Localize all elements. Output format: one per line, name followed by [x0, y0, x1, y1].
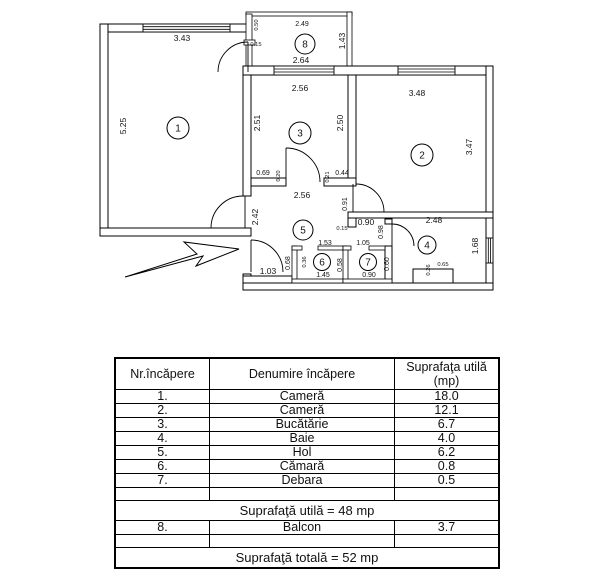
table-row	[115, 460, 499, 474]
room-2-marker	[411, 144, 433, 166]
dim-balcony-bottom: 2.64	[292, 55, 310, 65]
cell-nr: 5.	[115, 446, 210, 460]
room-5-number: 5	[300, 225, 306, 237]
empty-cell	[395, 488, 500, 501]
cell-suprafata: 12.1	[395, 404, 500, 418]
door-room2	[356, 184, 384, 212]
dim-kitchen-door-left: 0.69	[256, 170, 270, 177]
dim-pantry-left: 0.68	[285, 256, 292, 270]
cell-denumire: Cămară	[210, 460, 395, 474]
cell-denumire: Cameră	[210, 390, 395, 404]
dim-debara-right: 0.60	[384, 257, 391, 271]
dim-room1-height: 5.25	[118, 117, 128, 135]
cell-nr: 2.	[115, 404, 210, 418]
room-6-number: 6	[319, 257, 325, 269]
window-room1	[143, 24, 230, 32]
cell-denumire: Balcon	[210, 521, 395, 535]
room-1-marker	[167, 117, 189, 139]
dim-debara-bottom: 0.90	[362, 272, 376, 279]
table-row	[115, 474, 499, 488]
table-row	[115, 390, 499, 404]
dim-debara-top: 1.05	[356, 240, 370, 247]
empty-cell	[210, 535, 395, 548]
empty-cell	[115, 535, 210, 548]
area-table	[114, 357, 500, 569]
dim-balcony-height: 1.43	[337, 32, 347, 50]
empty-cell	[210, 488, 395, 501]
dim-balcony-step-v: 0.50	[254, 19, 260, 31]
dim-kitchen-right: 2.50	[335, 114, 345, 132]
dim-bath-width: 2.48	[425, 215, 443, 225]
table-empty-row	[115, 488, 499, 501]
dim-bath-window: 1.68	[470, 237, 480, 255]
door-kitchen	[286, 148, 320, 182]
room-2-number: 2	[419, 150, 425, 162]
cell-denumire: Cameră	[210, 404, 395, 418]
window-kitchen-balcony	[274, 66, 334, 75]
cell-nr: 7.	[115, 474, 210, 488]
cell-suprafata: 0.8	[395, 460, 500, 474]
dim-pantry-right: 0.58	[337, 258, 344, 272]
header-nr: Nr.încăpere	[115, 358, 210, 390]
cell-suprafata: 18.0	[395, 390, 500, 404]
room-4-number: 4	[424, 240, 430, 252]
dim-kitchen-width: 2.56	[291, 83, 309, 93]
cell-denumire: Hol	[210, 446, 395, 460]
dim-passage-width: 0.90	[357, 217, 375, 227]
table-header-row	[115, 358, 499, 390]
room-7-marker	[360, 254, 377, 271]
window-bath	[486, 238, 493, 263]
cell-suprafata: 4.0	[395, 432, 500, 446]
room-5-marker	[293, 220, 313, 240]
cell-nr: 6.	[115, 460, 210, 474]
table-row-balcony	[115, 521, 499, 535]
dim-bath-door: 0.98	[378, 225, 385, 239]
dim-entry-width: 1.03	[259, 266, 277, 276]
entrance-arrow	[125, 242, 239, 277]
dim-balcony-top: 2.49	[295, 21, 309, 28]
cell-nr: 4.	[115, 432, 210, 446]
header-denumire: Denumire încăpere	[210, 358, 395, 390]
dim-passage-jamb: 0.15	[336, 226, 348, 232]
dim-room2-height: 3.47	[464, 138, 474, 156]
table-total-row	[115, 548, 499, 569]
dim-room2-width: 3.48	[408, 88, 426, 98]
dim-bath-notch-w: 0.65	[437, 262, 449, 268]
header-suprafata	[395, 358, 500, 390]
window-room2	[398, 66, 455, 75]
dim-pantry-inner: 0.36	[302, 256, 308, 268]
room-3-number: 3	[297, 128, 303, 140]
cell-denumire: Debara	[210, 474, 395, 488]
cell-nr: 1.	[115, 390, 210, 404]
dim-bath-notch-h: 0.26	[426, 264, 432, 276]
empty-cell	[395, 535, 500, 548]
dim-room1-width: 3.43	[173, 33, 191, 43]
cell-suprafata: 0.5	[395, 474, 500, 488]
cell-denumire: Bucătărie	[210, 418, 395, 432]
table-row	[115, 418, 499, 432]
room-1-number: 1	[175, 123, 181, 135]
dim-hall-height: 2.42	[250, 208, 260, 226]
room-3-marker	[289, 122, 311, 144]
room-7-number: 7	[365, 257, 371, 269]
dim-kitchen-left: 2.51	[252, 114, 262, 132]
header-suprafata-line1: Suprafaţa utilă	[406, 360, 487, 374]
dim-room2-door: 0.91	[342, 197, 349, 211]
cell-suprafata: 6.2	[395, 446, 500, 460]
cell-nr: 8.	[115, 521, 210, 535]
header-suprafata-line2: (mp)	[433, 374, 460, 388]
cell-suprafata: 6.7	[395, 418, 500, 432]
table-empty-row	[115, 535, 499, 548]
door-room1-hall	[211, 196, 243, 228]
table-row	[115, 446, 499, 460]
room-6-marker	[314, 254, 331, 271]
cell-nr: 3.	[115, 418, 210, 432]
total-label: Suprafaţă totală = 52 mp	[115, 548, 499, 569]
table-row	[115, 404, 499, 418]
dim-kitchen-jamb-right: 0.21	[325, 171, 331, 183]
door-bath	[392, 224, 414, 246]
table-subtotal-row	[115, 501, 499, 521]
dim-pantry-bottom: 1.45	[316, 272, 330, 279]
room-8-marker	[295, 34, 315, 54]
cell-denumire: Baie	[210, 432, 395, 446]
dim-balcony-step-h: 0.15	[250, 42, 262, 48]
dim-kitchen-jamb-left: 0.20	[276, 170, 282, 182]
room-8-number: 8	[302, 39, 308, 51]
dim-pantry-top: 1.53	[318, 240, 332, 247]
room-4-marker	[418, 236, 436, 254]
dim-hall-width: 2.56	[293, 190, 311, 200]
cell-suprafata: 3.7	[395, 521, 500, 535]
dim-kitchen-door-right: 0.44	[335, 170, 349, 177]
empty-cell	[115, 488, 210, 501]
table-row	[115, 432, 499, 446]
subtotal-label: Suprafaţă utilă = 48 mp	[115, 501, 499, 521]
